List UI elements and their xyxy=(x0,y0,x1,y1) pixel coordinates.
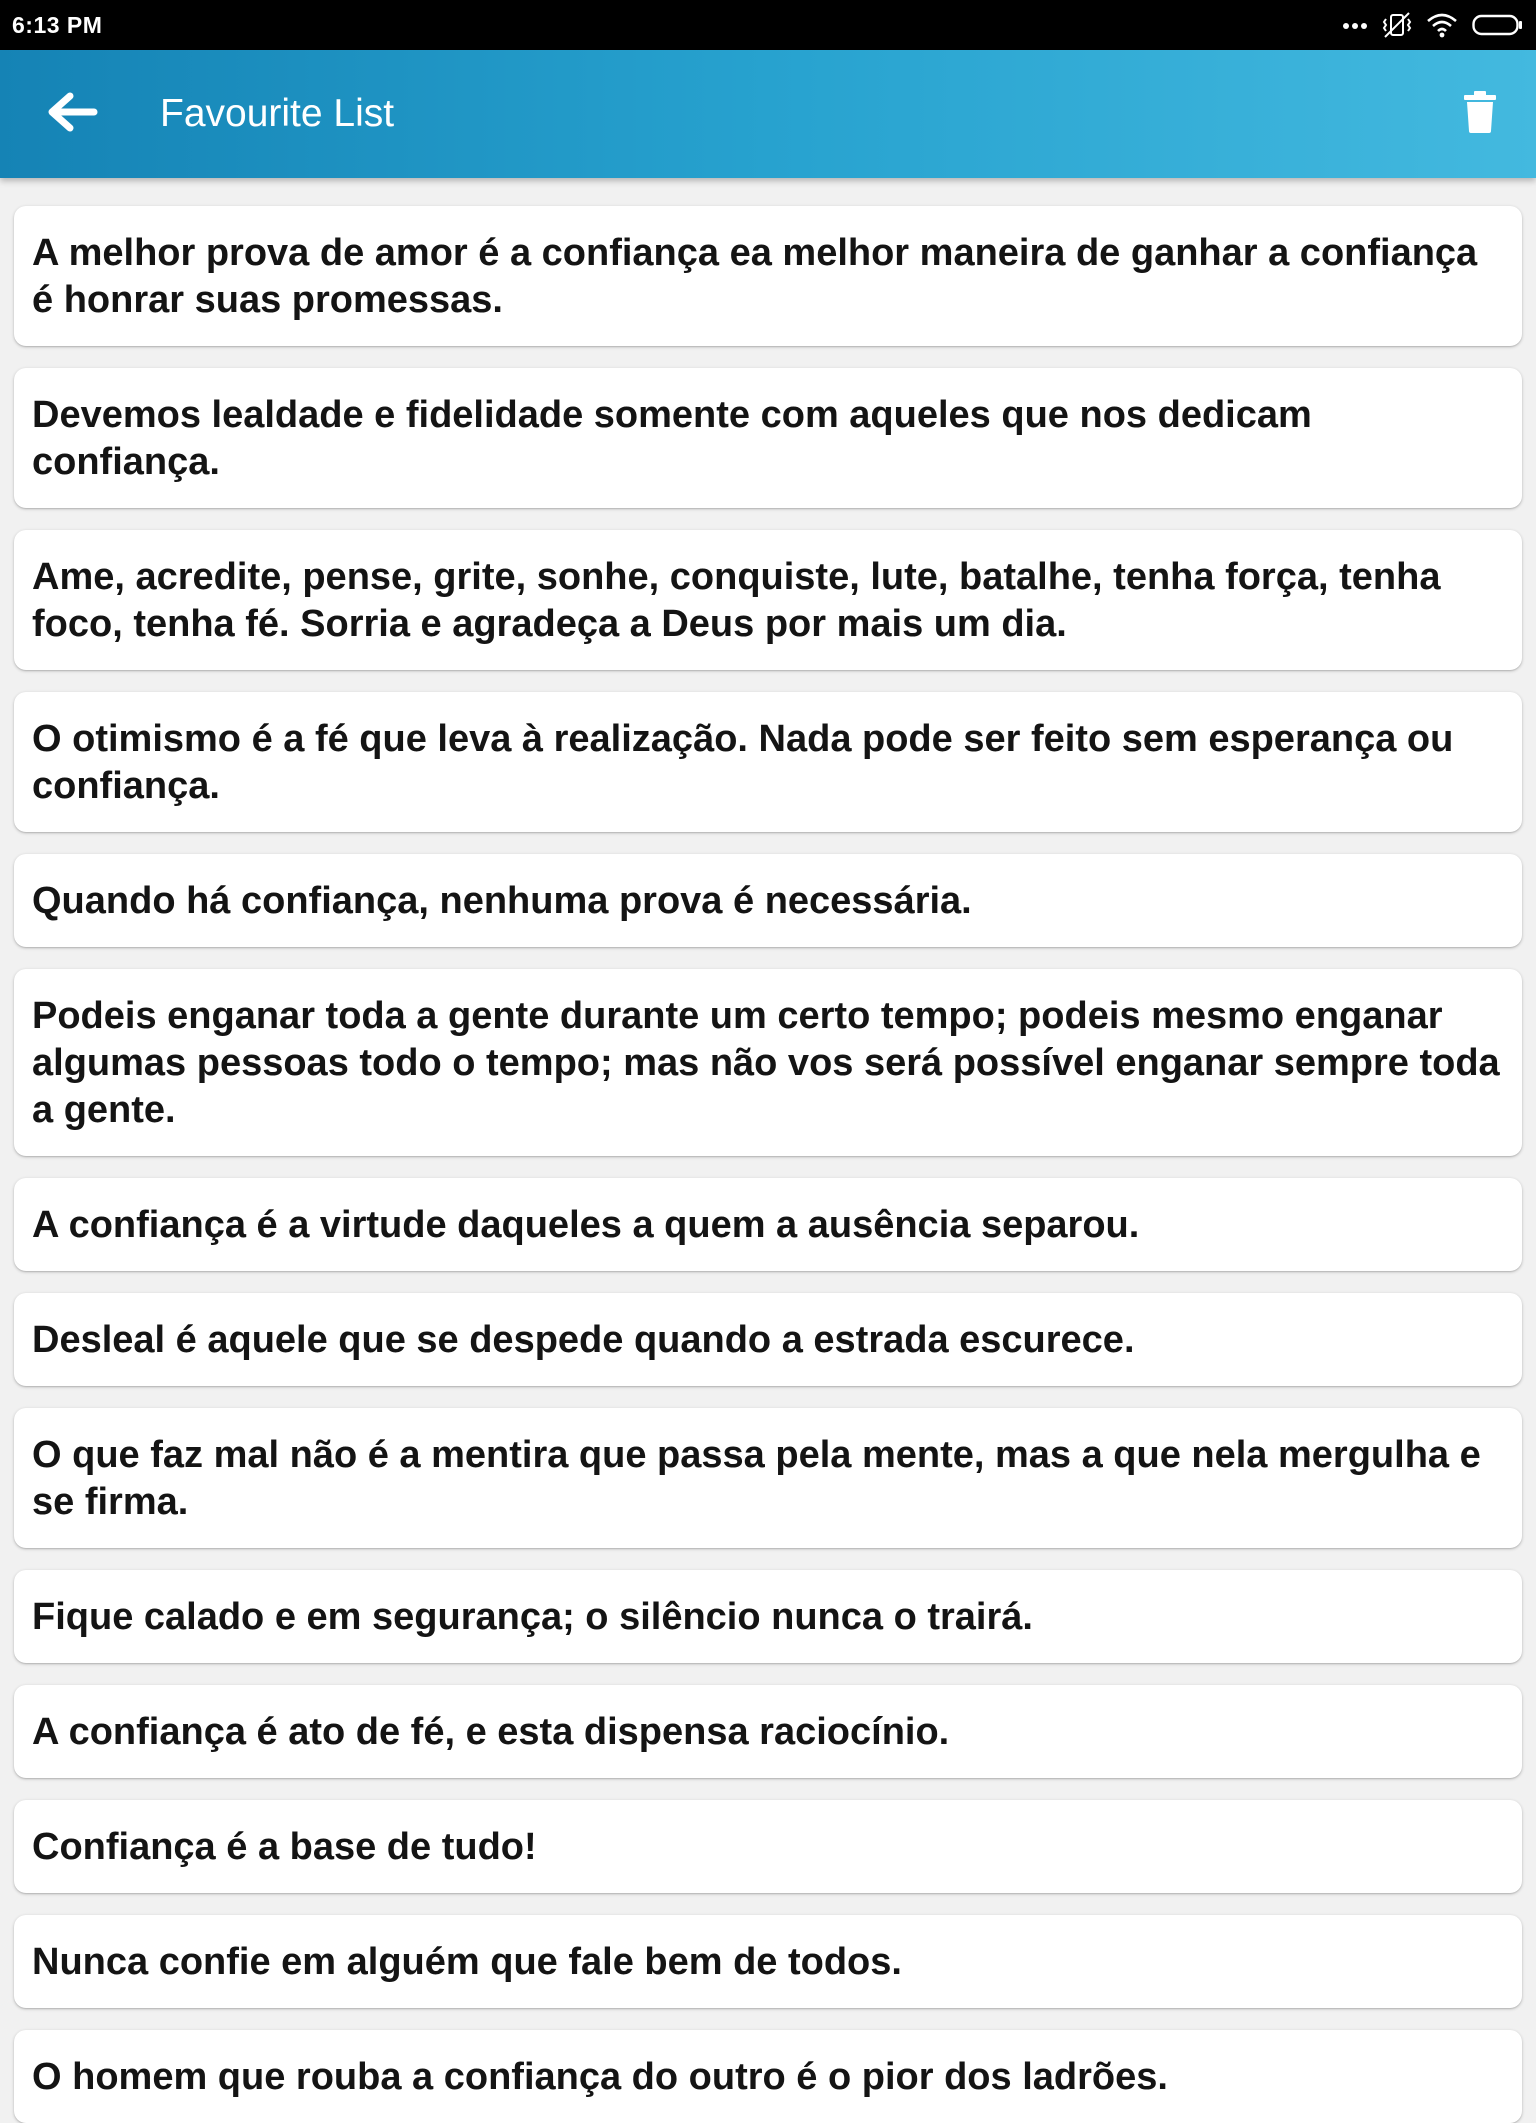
quote-text: Devemos lealdade e fidelidade somente com aqueles que nos dedicam confiança. xyxy=(32,394,1312,483)
quote-card[interactable] xyxy=(14,1178,1522,1271)
quote-card[interactable] xyxy=(14,692,1522,832)
page-title: Favourite List xyxy=(160,92,395,135)
quote-card[interactable] xyxy=(14,854,1522,947)
trash-icon xyxy=(1463,91,1497,138)
quote-text: Ame, acredite, pense, grite, sonhe, conquiste, lute, batalhe, tenha força, tenha foco, tenha fé. Sorria e agradeça a Deus por mais um dia. xyxy=(32,556,1441,645)
quote-text: O homem que rouba a confiança do outro é o pior dos ladrões. xyxy=(32,2056,1168,2098)
quote-card[interactable] xyxy=(14,969,1522,1156)
quote-card[interactable] xyxy=(14,206,1522,346)
quote-card[interactable] xyxy=(14,530,1522,670)
quote-card[interactable] xyxy=(14,1293,1522,1386)
quote-card[interactable] xyxy=(14,1570,1522,1663)
status-time: 6:13 PM xyxy=(12,11,103,38)
quote-card[interactable] xyxy=(14,1915,1522,2008)
delete-all-button[interactable] xyxy=(1456,90,1504,138)
quote-text: Desleal é aquele que se despede quando a estrada escurece. xyxy=(32,1319,1135,1361)
quote-text: A melhor prova de amor é a confiança ea melhor maneira de ganhar a confiança é honrar suas promessas. xyxy=(32,232,1478,321)
quote-text: O que faz mal não é a mentira que passa pela mente, mas a que nela mergulha e se firma. xyxy=(32,1434,1481,1523)
quote-text: A confiança é ato de fé, e esta dispensa raciocínio. xyxy=(32,1711,950,1753)
more-dots-icon xyxy=(1342,20,1368,30)
wifi-icon xyxy=(1426,12,1458,38)
vibrate-off-icon xyxy=(1382,10,1412,40)
status-bar xyxy=(0,0,1536,50)
back-button[interactable] xyxy=(42,90,102,138)
arrow-back-icon xyxy=(46,92,98,137)
quote-text: Quando há confiança, nenhuma prova é necessária. xyxy=(32,880,972,922)
quote-text: Nunca confie em alguém que fale bem de todos. xyxy=(32,1941,902,1983)
quote-text: O otimismo é a fé que leva à realização. Nada pode ser feito sem esperança ou confiança. xyxy=(32,718,1454,807)
battery-icon xyxy=(1472,14,1524,36)
app-bar xyxy=(0,50,1536,178)
quote-card[interactable] xyxy=(14,1800,1522,1893)
quote-text: A confiança é a virtude daqueles a quem a ausência separou. xyxy=(32,1204,1140,1246)
status-icons xyxy=(1342,10,1524,40)
favourite-quote-list[interactable] xyxy=(0,178,1536,2098)
quote-card[interactable] xyxy=(14,1408,1522,1548)
quote-text: Podeis enganar toda a gente durante um certo tempo; podeis mesmo enganar algumas pessoas todo o tempo; mas não vos será possível enganar sempre toda a gente. xyxy=(32,995,1500,1131)
quote-card[interactable] xyxy=(14,2030,1522,2123)
quote-text: Confiança é a base de tudo! xyxy=(32,1826,537,1868)
quote-text: Fique calado e em segurança; o silêncio nunca o trairá. xyxy=(32,1596,1033,1638)
quote-card[interactable] xyxy=(14,1685,1522,1778)
quote-card[interactable] xyxy=(14,368,1522,508)
